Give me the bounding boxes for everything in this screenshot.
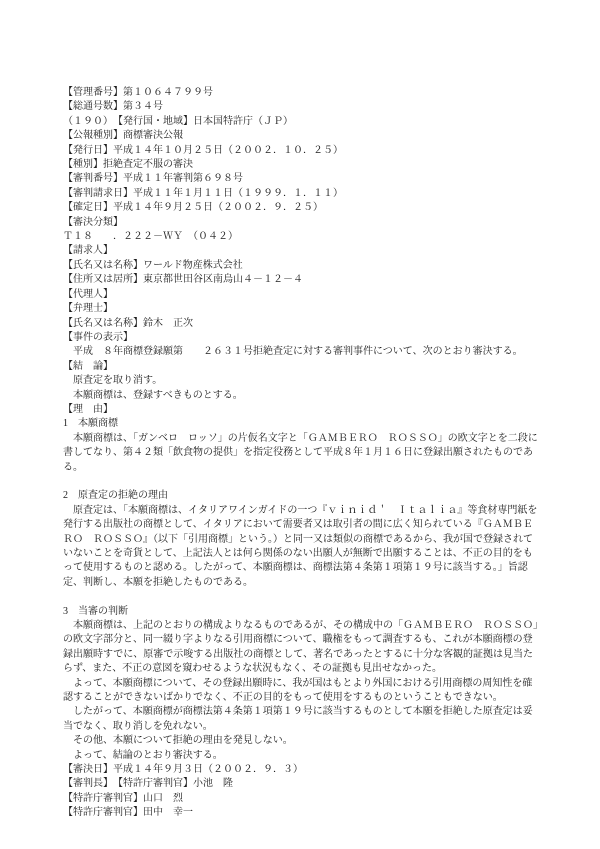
judge-2: 【特許庁審判官】山口 烈 [63,792,183,804]
attorney-label: 【弁理士】 [63,303,113,315]
appellant-address: 【住所又は居所】東京都世田谷区南烏山４－１２－４ [63,274,303,286]
agent-label: 【代理人】 [63,288,113,300]
appellant-label: 【請求人】 [63,245,113,257]
section-3-paragraph-1: 本願商標は、上記のとおりの構成よりなるものであるが、その構成中の「ＧＡＭＢＥＲＯ ＲＯＳＳＯ」の欧文字部分と、同一綴り字よりなる引用商標について、職権をもって調査するも、これが本願商標の登録出願時すでに、原審で示唆する出版社の商標として、著名であったとするに十分な客観的証拠は見当たらず、また、不正の意図を窺わせるような状況もなく、その証拠も見出せなかった。 [63,620,538,675]
spacer-2 [63,590,541,604]
section-3-heading: 3 当審の判断 [63,605,128,617]
section-2-heading: 2 原査定の拒絶の理由 [63,490,168,502]
section-3-paragraph-5: よって、結論のとおり審決する。 [63,749,223,761]
gazette-type: 【公報種別】商標審決公報 [63,130,183,142]
section-3-paragraph-4: その他、本願について拒絶の理由を発見しない。 [63,735,293,747]
decision-date: 【審決日】平成１４年９月３日（２００２．９．３） [63,764,303,776]
judge-3: 【特許庁審判官】田中 幸一 [63,807,193,819]
section-3-paragraph-3: したがって、本願商標が商標法第４条第１項第１９号に該当するものとして本願を拒絶した原査定は妥当でなく、取り消しを免れない。 [63,706,533,732]
publication-country-line: （１９０） 【発行国・地域】日本国特許庁（ＪＰ） [63,115,293,127]
conclusion-label: 【結 論】 [63,360,113,372]
case-indication-text: 平成 ８年商標登録願第 ２６３１号拒絶査定に対する審判事件について、次のとおり審決する。 [63,346,523,358]
final-date: 【確定日】平成１４年９月２５日（２００２．９．２５） [63,202,323,214]
appeal-number: 【審判番号】平成１１年審判第６９８号 [63,173,243,185]
chief-judge: 【審判長】 【特許庁審判官】小池 隆 [63,778,233,790]
section-1-paragraph: 本願商標は、「ガンベロ ロッソ」の片仮名文字と「ＧＡＭＢＥＲＯ ＲＯＳＳＯ」の欧文字とを二段に書してなり、第４２類「飲食物の提供」を指定役務として平成８年１月１６日に登録出願されたものである。 [63,432,538,473]
section-1-heading: 1 本願商標 [63,418,118,430]
reason-label: 【理 由】 [63,403,113,415]
document-content [63,86,541,821]
spacer-1 [63,475,541,489]
decision-kind: 【種別】拒絶査定不服の審決 [63,159,193,171]
conclusion-line-1: 原査定を取り消す。 [63,375,163,387]
decision-classification-code: Ｔ１８ ．２２２－ＷＹ （０４２） [63,231,238,243]
appellant-name: 【氏名又は名称】ワールド物産株式会社 [63,259,243,271]
management-number: 【管理番号】第１０６４７９９号 [63,87,213,98]
section-3-paragraph-2: よって、本願商標について、その登録出願時に、我が国はもとより外国における引用商標の周知性を確認することができないばかりでなく、不正の目的をもって使用をするものということもできない。 [63,677,533,704]
appeal-request-date: 【審判請求日】平成１１年１月１１日（１９９９．１．１１） [63,187,343,199]
decision-classification-label: 【審決分類】 [63,216,123,228]
conclusion-line-2: 本願商標は、登録すべきものとする。 [63,389,243,401]
total-serial-number: 【総通号数】第３４号 [63,101,163,113]
attorney-name: 【氏名又は名称】鈴木 正次 [63,317,193,329]
issue-date: 【発行日】平成１４年１０月２５日（２００２．１０．２５） [63,144,343,156]
case-indication-label: 【事件の表示】 [63,331,133,343]
section-2-paragraph: 原査定は、「本願商標は、イタリアワインガイドの一つ『ｖｉｎｉｄ＇ Ｉｔａｌｉａ』等食材専門紙を発行する出版社の商標として、イタリアにおいて需要者又は取引者の間に広く知られている『ＧＡＭＢＥＲＯ ＲＯＳＳＯ』（以下「引用商標」という。）と同一又は類似の商標であるから、我が国で登録されていないことを奇貨として、上記法人とは何ら関係のない出願人が無断で出願することは、不正の目的をもって使用するものと認める。したがって、本願商標は、商標法第４条第１項第１９号に該当する。」旨認定、判断し、本願を拒絶したものである。 [63,504,538,588]
